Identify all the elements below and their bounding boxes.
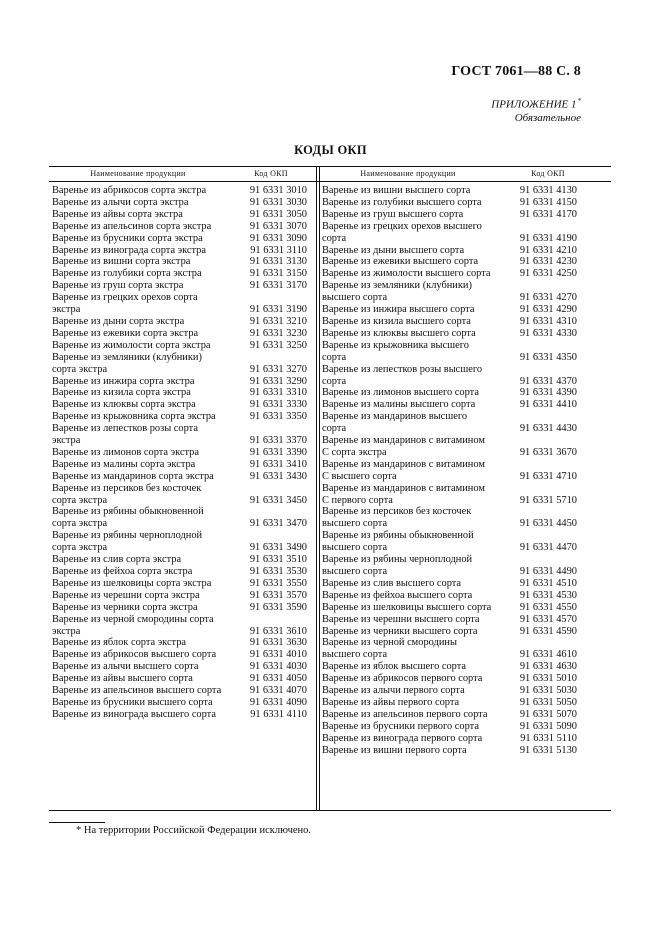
table-row bbox=[322, 745, 585, 757]
table-row bbox=[52, 256, 315, 268]
table-row bbox=[52, 697, 315, 709]
okp-code: 91 6331 4630 bbox=[519, 661, 577, 673]
product-name: Варенье из ежевики высшего сорта bbox=[322, 256, 479, 268]
product-name: Варенье из вишни первого сорта bbox=[322, 744, 467, 756]
product-name: Варенье из алычи первого сорта bbox=[322, 685, 465, 697]
table-row bbox=[52, 328, 315, 340]
okp-code: 91 6331 5070 bbox=[519, 708, 577, 720]
table-row bbox=[52, 411, 315, 423]
product-name: Варенье из айвы сорта экстра bbox=[52, 208, 183, 220]
product-name: Варенье из рябины черноплодной высшего сорта bbox=[322, 554, 473, 577]
okp-code: 91 6331 4610 bbox=[519, 649, 577, 661]
okp-code: 91 6331 3290 bbox=[249, 375, 307, 387]
table-row bbox=[52, 685, 315, 697]
product-name: Варенье из лепестков розы высшего сорта bbox=[322, 363, 483, 387]
okp-code: 91 6331 3570 bbox=[249, 589, 307, 601]
appendix-title: ПРИЛОЖЕНИЕ 1 bbox=[491, 98, 577, 111]
table-row bbox=[52, 578, 315, 590]
okp-code: 91 6331 3170 bbox=[249, 280, 307, 292]
product-name: Варенье из алычи сорта экстра bbox=[52, 196, 189, 208]
product-name: Варенье из шелковицы высшего сорта bbox=[322, 601, 492, 613]
okp-code: 91 6331 3090 bbox=[249, 232, 307, 244]
product-name: Варенье из брусники первого сорта bbox=[322, 720, 479, 732]
product-name: Варенье из груш высшего сорта bbox=[322, 208, 464, 220]
product-name: Варенье из яблок сорта экстра bbox=[52, 637, 187, 649]
product-name: Варенье из земляники (клубники) сорта экстра bbox=[52, 351, 202, 375]
table-row bbox=[52, 709, 315, 721]
product-name: Варенье из кизила сорта экстра bbox=[52, 387, 191, 399]
table-row bbox=[322, 614, 585, 626]
table-row bbox=[322, 328, 585, 340]
table-row bbox=[52, 245, 315, 257]
table-row bbox=[52, 661, 315, 673]
okp-code: 91 6331 4150 bbox=[519, 196, 577, 208]
product-name: Варенье из мандаринов с витамином С сорта экстра bbox=[322, 435, 485, 458]
product-name: Варенье из вишни сорта экстра bbox=[52, 256, 191, 268]
table-row bbox=[322, 209, 585, 221]
header-code-left: Код ОКП bbox=[254, 169, 288, 178]
product-name: Варенье из шелковицы сорта экстра bbox=[52, 577, 212, 589]
okp-code: 91 6331 3010 bbox=[249, 185, 307, 196]
table-row bbox=[322, 578, 585, 590]
okp-code: 91 6331 3030 bbox=[249, 196, 307, 208]
okp-code: 91 6331 4170 bbox=[519, 208, 577, 220]
okp-code: 91 6331 3230 bbox=[249, 327, 307, 339]
table-row bbox=[52, 554, 315, 566]
column-divider bbox=[316, 166, 320, 810]
okp-code: 91 6331 4550 bbox=[519, 601, 577, 613]
table-row bbox=[322, 197, 585, 209]
okp-code: 91 6331 4190 bbox=[519, 232, 577, 244]
table-row bbox=[322, 340, 585, 364]
table-row bbox=[322, 554, 585, 578]
okp-code: 91 6331 5710 bbox=[519, 494, 577, 506]
product-name: Варенье из клюквы высшего сорта bbox=[322, 327, 476, 339]
table-row bbox=[322, 506, 585, 530]
okp-code: 91 6331 4210 bbox=[519, 244, 577, 256]
okp-code: 91 6331 4070 bbox=[249, 685, 307, 697]
table-row bbox=[322, 316, 585, 328]
table-row bbox=[52, 209, 315, 221]
table-row bbox=[322, 399, 585, 411]
okp-code: 91 6331 3390 bbox=[249, 446, 307, 458]
table-row bbox=[52, 614, 315, 638]
product-name: Варенье из дыни сорта экстра bbox=[52, 315, 185, 327]
okp-code: 91 6331 3490 bbox=[249, 542, 307, 554]
table-row bbox=[322, 435, 585, 459]
okp-code: 91 6331 3130 bbox=[249, 256, 307, 268]
table-row bbox=[52, 566, 315, 578]
okp-code: 91 6331 3150 bbox=[249, 268, 307, 280]
okp-code: 91 6331 3450 bbox=[249, 494, 307, 506]
okp-code: 91 6331 4130 bbox=[519, 185, 577, 196]
product-name: Варенье из персиков без косточек высшего сорта bbox=[322, 506, 472, 530]
okp-code: 91 6331 4370 bbox=[519, 375, 577, 387]
product-name: Варенье из рябины черноплодной сорта экстра bbox=[52, 530, 203, 554]
okp-code: 91 6331 4310 bbox=[519, 315, 577, 327]
okp-code: 91 6331 5110 bbox=[520, 732, 577, 744]
table-row bbox=[52, 221, 315, 233]
table-row bbox=[322, 483, 585, 507]
okp-code: 91 6331 5050 bbox=[519, 696, 577, 708]
table-row bbox=[52, 590, 315, 602]
okp-code: 91 6331 3430 bbox=[249, 470, 307, 482]
footnote-rule bbox=[49, 822, 105, 823]
table-row bbox=[52, 649, 315, 661]
table-row bbox=[52, 459, 315, 471]
product-name: Варенье из черешни высшего сорта bbox=[322, 613, 480, 625]
appendix-block bbox=[491, 95, 581, 125]
product-name: Варенье из грецких орехов высшего сорта bbox=[322, 220, 482, 244]
table-row bbox=[52, 530, 315, 554]
okp-code: 91 6331 3610 bbox=[249, 625, 307, 637]
product-name: Варенье из ежевики сорта экстра bbox=[52, 327, 199, 339]
table-row bbox=[52, 447, 315, 459]
okp-code: 91 6331 3310 bbox=[249, 387, 307, 399]
table-row bbox=[322, 221, 585, 245]
table-row bbox=[322, 530, 585, 554]
table-row bbox=[52, 483, 315, 507]
table-column-left bbox=[52, 185, 315, 721]
okp-code: 91 6331 3630 bbox=[249, 637, 307, 649]
table-row bbox=[52, 387, 315, 399]
table-row bbox=[322, 590, 585, 602]
product-name: Варенье из дыни высшего сорта bbox=[322, 244, 465, 256]
product-name: Варенье из мандаринов с витамином С высшего сорта bbox=[322, 458, 485, 482]
product-name: Варенье из рябины обыкновенной высшего сорта bbox=[322, 530, 474, 554]
okp-code: 91 6331 4110 bbox=[250, 708, 307, 720]
table-column-right bbox=[322, 185, 585, 757]
product-name: Варенье из груш сорта экстра bbox=[52, 280, 184, 292]
product-name: Варенье из айвы первого сорта bbox=[322, 696, 460, 708]
okp-code: 91 6331 4010 bbox=[249, 649, 307, 661]
table-row bbox=[52, 506, 315, 530]
table-row bbox=[52, 423, 315, 447]
product-name: Варенье из кизила высшего сорта bbox=[322, 315, 471, 327]
table-row bbox=[322, 245, 585, 257]
product-name: Варенье из черники высшего сорта bbox=[322, 625, 478, 637]
okp-code: 91 6331 4450 bbox=[519, 518, 577, 530]
okp-code: 91 6331 3470 bbox=[249, 518, 307, 530]
okp-code: 91 6331 3370 bbox=[249, 435, 307, 447]
table-row bbox=[322, 602, 585, 614]
okp-code: 91 6331 4710 bbox=[519, 470, 577, 482]
okp-code: 91 6331 4050 bbox=[249, 673, 307, 685]
okp-code: 91 6331 4470 bbox=[519, 542, 577, 554]
product-name: Варенье из черники сорта экстра bbox=[52, 601, 198, 613]
product-name: Варенье из вишни высшего сорта bbox=[322, 185, 471, 196]
table-row bbox=[322, 637, 585, 661]
product-name: Варенье из айвы высшего сорта bbox=[52, 673, 193, 685]
table-row bbox=[322, 721, 585, 733]
table-row bbox=[52, 233, 315, 245]
appendix-note: Обязательное bbox=[514, 111, 581, 124]
table-row bbox=[322, 280, 585, 304]
header-name-left: Наименование продукции bbox=[90, 169, 186, 178]
product-name: Варенье из фейхоа сорта экстра bbox=[52, 566, 193, 577]
table-row bbox=[52, 280, 315, 292]
table-row bbox=[322, 364, 585, 388]
table-row bbox=[322, 673, 585, 685]
appendix-label bbox=[491, 95, 581, 112]
product-name: Варенье из голубики высшего сорта bbox=[322, 196, 482, 208]
okp-code: 91 6331 4090 bbox=[249, 696, 307, 708]
okp-code: 91 6331 4250 bbox=[519, 268, 577, 280]
okp-code: 91 6331 4030 bbox=[249, 661, 307, 673]
product-name: Варенье из черешни сорта экстра bbox=[52, 589, 200, 601]
table-row bbox=[52, 376, 315, 388]
okp-code: 91 6331 4350 bbox=[519, 351, 577, 363]
okp-code: 91 6331 3670 bbox=[519, 446, 577, 458]
product-name: Варенье из лимонов высшего сорта bbox=[322, 387, 479, 399]
okp-code: 91 6331 4330 bbox=[519, 327, 577, 339]
header-name-right: Наименование продукции bbox=[360, 169, 456, 178]
table-row bbox=[52, 340, 315, 352]
product-name: Варенье из жимолости высшего сорта bbox=[322, 268, 491, 280]
product-name: Варенье из абрикосов сорта экстра bbox=[52, 185, 207, 196]
header-code-right: Код ОКП bbox=[531, 169, 565, 178]
product-name: Варенье из рябины обыкновенной сорта экстра bbox=[52, 506, 204, 530]
okp-code: 91 6331 4510 bbox=[519, 577, 577, 589]
product-name: Варенье из черной смородины высшего сорта bbox=[322, 637, 457, 661]
table-row bbox=[322, 268, 585, 280]
product-name: Варенье из инжира высшего сорта bbox=[322, 304, 475, 316]
footnote: * На территории Российской Федерации исключено. bbox=[76, 825, 312, 836]
table-row bbox=[52, 352, 315, 376]
table-top-rule bbox=[49, 166, 611, 167]
product-name: Варенье из персиков без косточек сорта экстра bbox=[52, 482, 202, 506]
table-row bbox=[322, 697, 585, 709]
okp-code: 91 6331 4530 bbox=[519, 589, 577, 601]
product-name: Варенье из слив высшего сорта bbox=[322, 577, 462, 589]
table-row bbox=[52, 268, 315, 280]
product-name: Варенье из жимолости сорта экстра bbox=[52, 339, 211, 351]
product-name: Варенье из брусники сорта экстра bbox=[52, 232, 203, 244]
table-row bbox=[322, 304, 585, 316]
product-name: Варенье из апельсинов сорта экстра bbox=[52, 220, 212, 232]
okp-code: 91 6331 4410 bbox=[519, 399, 577, 411]
okp-code: 91 6331 3350 bbox=[249, 411, 307, 423]
okp-code: 91 6331 3530 bbox=[249, 566, 307, 577]
okp-code: 91 6331 4270 bbox=[519, 292, 577, 304]
product-name: Варенье из мандаринов сорта экстра bbox=[52, 470, 214, 482]
table-row bbox=[52, 185, 315, 197]
okp-code: 91 6331 5130 bbox=[519, 744, 577, 756]
product-name: Варенье из абрикосов первого сорта bbox=[322, 673, 483, 685]
table-row bbox=[322, 685, 585, 697]
okp-code: 91 6331 3270 bbox=[249, 363, 307, 375]
page-header: ГОСТ 7061—88 С. 8 bbox=[451, 64, 581, 79]
table-row bbox=[322, 733, 585, 745]
table-row bbox=[322, 709, 585, 721]
okp-code: 91 6331 3550 bbox=[249, 577, 307, 589]
table-row bbox=[52, 637, 315, 649]
okp-code: 91 6331 3410 bbox=[249, 458, 307, 470]
product-name: Варенье из грецких орехов сорта экстра bbox=[52, 292, 198, 316]
okp-code: 91 6331 4590 bbox=[519, 625, 577, 637]
okp-code: 91 6331 3050 bbox=[249, 208, 307, 220]
okp-code: 91 6331 3250 bbox=[249, 339, 307, 351]
product-name: Варенье из мандаринов с витамином С первого сорта bbox=[322, 482, 485, 506]
product-name: Варенье из винограда сорта экстра bbox=[52, 244, 206, 256]
table-row bbox=[52, 399, 315, 411]
product-name: Варенье из яблок высшего сорта bbox=[322, 661, 467, 673]
okp-code: 91 6331 4490 bbox=[519, 566, 577, 577]
okp-code: 91 6331 5010 bbox=[519, 673, 577, 685]
table-row bbox=[322, 185, 585, 197]
product-name: Варенье из малины сорта экстра bbox=[52, 458, 196, 470]
okp-code: 91 6331 4230 bbox=[519, 256, 577, 268]
okp-code: 91 6331 5030 bbox=[519, 685, 577, 697]
product-name: Варенье из алычи высшего сорта bbox=[52, 661, 199, 673]
product-name: Варенье из апельсинов высшего сорта bbox=[52, 685, 222, 697]
table-row bbox=[52, 197, 315, 209]
product-name: Варенье из крыжовника сорта экстра bbox=[52, 411, 216, 423]
okp-code: 91 6331 3590 bbox=[249, 601, 307, 613]
okp-code: 91 6331 4570 bbox=[519, 613, 577, 625]
table-row bbox=[322, 661, 585, 673]
okp-code: 91 6331 3110 bbox=[250, 244, 307, 256]
product-name: Варенье из брусники высшего сорта bbox=[52, 696, 213, 708]
product-name: Варенье из лимонов сорта экстра bbox=[52, 446, 199, 458]
okp-code: 91 6331 5090 bbox=[519, 720, 577, 732]
table-row bbox=[322, 411, 585, 435]
product-name: Варенье из лепестков розы сорта экстра bbox=[52, 423, 198, 447]
table-row bbox=[52, 471, 315, 483]
table-header-rule bbox=[49, 181, 611, 182]
product-name: Варенье из винограда первого сорта bbox=[322, 732, 483, 744]
product-name: Варенье из малины высшего сорта bbox=[322, 399, 476, 411]
product-name: Варенье из клюквы сорта экстра bbox=[52, 399, 196, 411]
product-name: Варенье из слив сорта экстра bbox=[52, 554, 182, 566]
okp-code: 91 6331 3330 bbox=[249, 399, 307, 411]
product-name: Варенье из инжира сорта экстра bbox=[52, 375, 195, 387]
product-name: Варенье из апельсинов первого сорта bbox=[322, 708, 488, 720]
table-row bbox=[52, 602, 315, 614]
table-row bbox=[322, 256, 585, 268]
table-row bbox=[322, 626, 585, 638]
table-row bbox=[52, 673, 315, 685]
okp-code: 91 6331 4390 bbox=[519, 387, 577, 399]
product-name: Варенье из крыжовника высшего сорта bbox=[322, 339, 469, 363]
table-row bbox=[52, 292, 315, 316]
product-name: Варенье из земляники (клубники) высшего сорта bbox=[322, 280, 472, 304]
okp-code: 91 6331 3210 bbox=[249, 315, 307, 327]
okp-code: 91 6331 4430 bbox=[519, 423, 577, 435]
table-row bbox=[322, 387, 585, 399]
okp-code: 91 6331 3510 bbox=[249, 554, 307, 566]
product-name: Варенье из черной смородины сорта экстра bbox=[52, 613, 214, 637]
product-name: Варенье из голубики сорта экстра bbox=[52, 268, 202, 280]
product-name: Варенье из абрикосов высшего сорта bbox=[52, 649, 217, 661]
table-bottom-rule bbox=[49, 810, 611, 811]
product-name: Варенье из фейхоа высшего сорта bbox=[322, 589, 473, 601]
table-row bbox=[52, 316, 315, 328]
table-row bbox=[322, 459, 585, 483]
product-name: Варенье из винограда высшего сорта bbox=[52, 708, 216, 720]
okp-code: 91 6331 3190 bbox=[249, 304, 307, 316]
appendix-mark: * bbox=[577, 97, 581, 105]
okp-code: 91 6331 4290 bbox=[519, 304, 577, 316]
product-name: Варенье из мандаринов высшего сорта bbox=[322, 411, 468, 435]
section-title: КОДЫ ОКП bbox=[294, 143, 367, 157]
okp-code: 91 6331 3070 bbox=[249, 220, 307, 232]
